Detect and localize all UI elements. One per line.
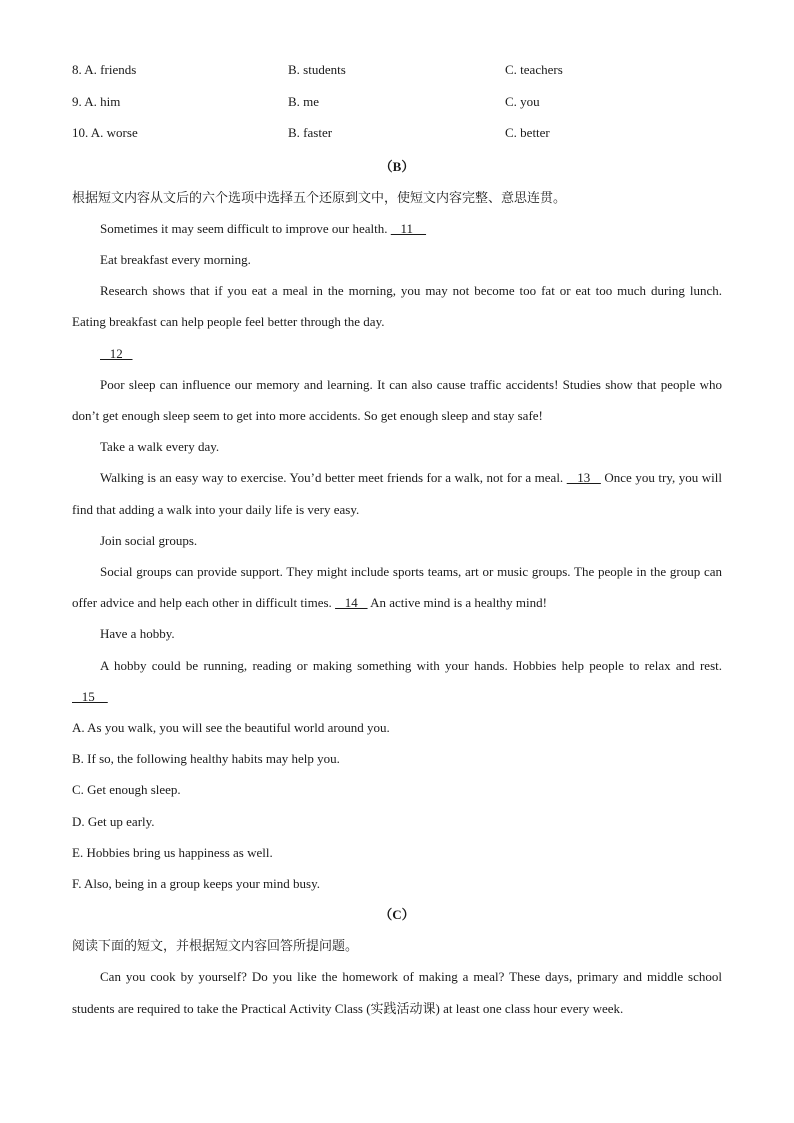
option-10a: 10. A. worse [72, 125, 138, 140]
heading-social: Join social groups. [100, 532, 198, 548]
paragraph-walk-tail: Once you try, you will find that adding a walk into your daily life is very easy. [72, 470, 723, 517]
choice-c: C. Get enough sleep. [72, 782, 181, 798]
paragraph-sleep: Poor sleep can influence our memory and learning. It can also cause traffic accidents! Studies show that people who don’t get enough sleep seem to get into more accidents. So get enough sleep and stay safe! [72, 376, 722, 423]
blank-15: 15 [72, 688, 108, 704]
choice-a: A. As you walk, you will see the beautiful world around you. [72, 719, 390, 735]
paragraph-walk-text: Walking is an easy way to exercise. You’d better meet friends for a walk, not for a meal. [100, 470, 567, 486]
option-row-9 [72, 94, 722, 126]
section-c-title: （C） [379, 907, 415, 923]
option-9a: 9. A. him [72, 93, 121, 109]
document-page [72, 62, 722, 1024]
choice-e: E. Hobbies bring us happiness as well. [72, 844, 273, 860]
blank-12: 12 [100, 345, 133, 361]
blank-11: 11 [390, 220, 427, 236]
heading-breakfast: Eat breakfast every morning. [100, 251, 251, 267]
paragraph-walk [72, 462, 722, 524]
section-b-title: （B） [379, 158, 415, 174]
section-c-instruction: 阅读下面的短文，并根据短文内容回答所提问题。 [72, 938, 359, 954]
option-10b: B. faster [288, 125, 333, 140]
paragraph-c1: Can you cook by yourself? Do you like the homework of making a meal? These days, primary and middle school students are required to take the Practical Activity Class (实践活动课) at least one class hour every week. [72, 969, 722, 1016]
paragraph-intro-text: Sometimes it may seem difficult to improve our health. [100, 220, 391, 236]
option-row-8 [72, 62, 722, 94]
paragraph-breakfast: Research shows that if you eat a meal in the morning, you may not become too fat or eat too much during lunch. Eating breakfast can help people feel better through the day. [72, 283, 722, 330]
heading-blank-12 [72, 338, 722, 369]
section-b-instruction: 根据短文内容从文后的六个选项中选择五个还原到文中，使短文内容完整、意思连贯。 [72, 189, 567, 205]
option-8b: B. students [288, 62, 346, 77]
blank-14: 14 [335, 595, 368, 611]
paragraph-social-tail: An active mind is a healthy mind! [367, 595, 547, 611]
option-9b: B. me [288, 93, 320, 109]
heading-walk: Take a walk every day. [100, 439, 220, 455]
option-8c: C. teachers [505, 62, 563, 77]
option-8a: 8. A. friends [72, 62, 137, 77]
choice-d: D. Get up early. [72, 813, 155, 829]
paragraph-intro [72, 213, 722, 244]
option-10c: C. better [505, 125, 550, 140]
paragraph-social [72, 556, 722, 618]
paragraph-hobby-text: A hobby could be running, reading or making something with your hands. Hobbies help people to relax and rest. [100, 657, 722, 673]
paragraph-hobby [72, 650, 722, 712]
choice-f: F. Also, being in a group keeps your mind busy. [72, 875, 320, 891]
choice-b: B. If so, the following healthy habits may help you. [72, 751, 340, 767]
blank-13: 13 [566, 470, 601, 486]
option-row-10 [72, 125, 722, 157]
option-9c: C. you [505, 93, 540, 109]
heading-hobby: Have a hobby. [100, 626, 175, 642]
paragraph-social-text: Social groups can provide support. They might include sports teams, art or music groups. The people in the group can offer advice and help each other in difficult times. [72, 563, 722, 611]
